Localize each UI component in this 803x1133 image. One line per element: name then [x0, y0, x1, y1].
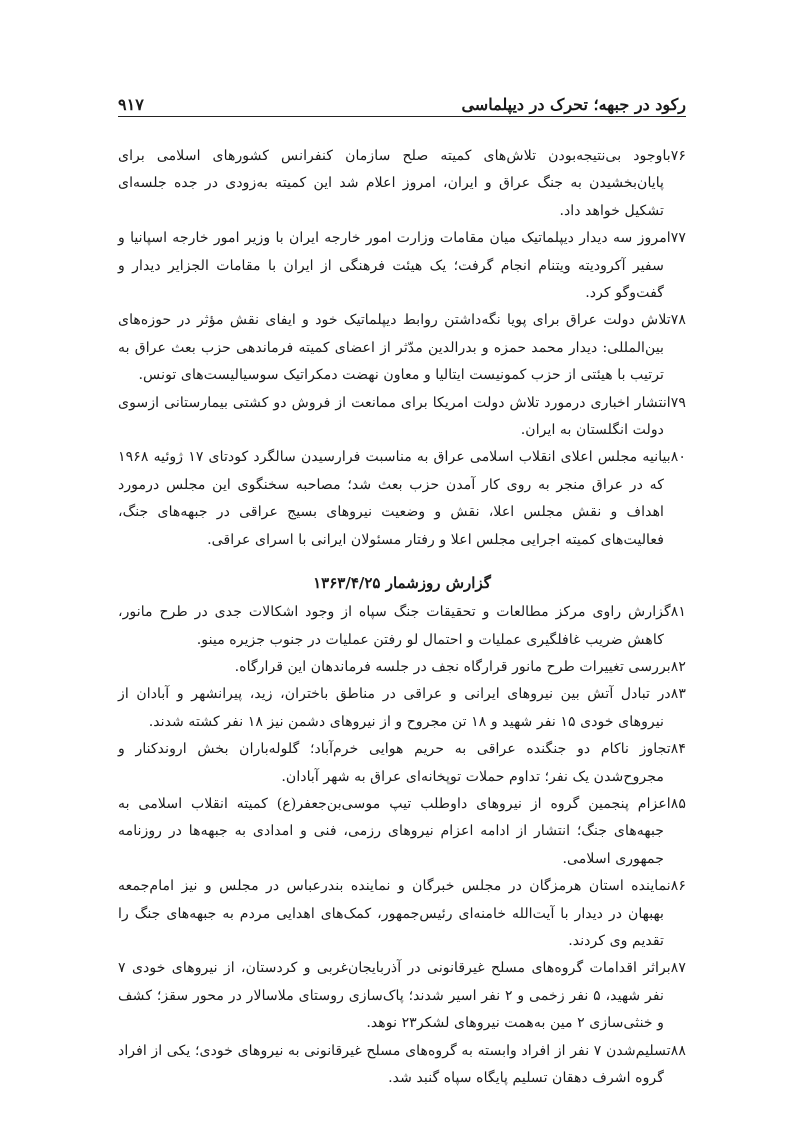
- entry-81: [118, 599, 686, 654]
- entry-88: [118, 1038, 686, 1093]
- entry-text: تجاوز ناکام دو جنگنده عراقی به حریم هوایی خرم‌آباد؛ گلوله‌باران بخش اروندکنار و مجروح‌شدن یک نفر؛ تداوم حملات توپخانه‌ای عراق به شهر آبادان.: [118, 741, 671, 785]
- entry-79: [118, 390, 686, 445]
- entry-number: ۸۳: [670, 686, 686, 703]
- entry-number: ۸۴: [670, 741, 686, 758]
- entry-80: [118, 444, 686, 554]
- entry-text: بیانیه مجلس اعلای انقلاب اسلامی عراق به مناسبت فرارسیدن سالگرد کودتای ۱۷ ژوئیه ۱۹۶۸ که در عراق منجر به روی کار آمدن حزب بعث شد؛ مصاحبه سخنگوی این مجلس درمورد اهداف و نقش مجلس اعلا، نقش و وضعیت نیروهای بسیج عراقی در جبهه‌های جنگ، فعالیت‌های کمیته اجرایی مجلس اعلا و رفتار مسئولان ایرانی با اسرای عراقی.: [118, 449, 671, 548]
- entry-number: ۸۰: [670, 449, 686, 466]
- entry-number: ۷۷: [670, 230, 686, 247]
- entry-text: بررسی تغییرات طرح مانور قرارگاه نجف در جلسه فرماندهان این قرارگاه.: [234, 658, 671, 675]
- running-header: [118, 86, 686, 117]
- entry-text: در تبادل آتش بین نیروهای ایرانی و عراقی در مناطق باختران، زید، پیرانشهر و آبادان از نیروهای خودی ۱۵ نفر شهید و ۱۸ تن مجروح و از نیروهای دشمن نیز ۱۸ نفر کشته شدند.: [118, 686, 671, 730]
- running-title: رکود در جبهه؛ تحرک در دیپلماسی: [461, 95, 686, 114]
- entry-78: [118, 307, 686, 389]
- entry-number: ۸۲: [670, 658, 686, 675]
- entry-text: اعزام پنجمین گروه از نیروهای داوطلب تیپ موسی‌بن‌جعفر(ع) کمیته انقلاب اسلامی به جبهه‌های جنگ؛ انتشار از ادامه اعزام نیروهای رزمی، فنی و امدادی به جبهه‌ها در روزنامه جمهوری اسلامی.: [118, 795, 671, 867]
- entry-84: [118, 736, 686, 791]
- entry-number: ۷۹: [670, 394, 686, 411]
- entry-text: تلاش دولت عراق برای پویا نگه‌داشتن روابط دیپلماتیک خود و ایفای نقش مؤثر در حوزه‌های بین‌المللی: دیدار محمد حمزه و بدرالدین مدّثر از اعضای کمیته فرماندهی حزب بعث عراق به ترتیب با هیئتی از حزب کمونیست ایتالیا و معاون نهضت دمکراتیک سوسیالیست‌های تونس.: [118, 312, 671, 384]
- entry-text: براثر اقدامات گروه‌های مسلح غیرقانونی در آذربایجان‌غربی و کردستان، از نیروهای خودی ۷ نفر شهید، ۵ نفر زخمی و ۲ نفر اسیر شدند؛ پاک‌سازی روستای ملاسالار در محور سقز؛ کشف و خنثی‌سازی ۲ مین به‌همت نیروهای لشکر۲۳ نوهد.: [118, 960, 671, 1032]
- section-heading: [118, 571, 686, 595]
- entry-83: [118, 681, 686, 736]
- entry-number: ۸۱: [670, 604, 686, 621]
- entry-87: [118, 955, 686, 1037]
- entry-number: ۸۶: [670, 878, 686, 895]
- page-number: ۹۱۷: [118, 95, 144, 114]
- entry-85: [118, 791, 686, 873]
- entry-number: ۸۸: [670, 1042, 686, 1059]
- entry-number: ۸۷: [670, 960, 686, 977]
- entry-text: تسلیم‌شدن ۷ نفر از افراد وابسته به گروه‌های مسلح غیرقانونی به نیروهای خودی؛ یکی از افراد گروه اشرف دهقان تسلیم پایگاه سپاه گنبد شد.: [118, 1042, 671, 1086]
- entry-82: [118, 654, 686, 681]
- entry-text: باوجود بی‌نتیجه‌بودن تلاش‌های کمیته صلح سازمان کنفرانس کشورهای اسلامی برای پایان‌بخشیدن به جنگ عراق و ایران، امروز اعلام شد این کمیته به‌زودی در جده جلسه‌ای تشکیل خواهد داد.: [118, 148, 671, 219]
- entry-text: انتشار اخباری درمورد تلاش دولت امریکا برای ممانعت از فروش دو کشتی بیمارستانی ازسوی دولت انگلستان به ایران.: [118, 394, 671, 439]
- section-label: گزارش روزشمار: [385, 574, 491, 593]
- entry-86: [118, 873, 686, 955]
- entry-text: گزارش راوی مرکز مطالعات و تحقیقات جنگ سپاه از وجود اشکالات جدی در طرح مانور، کاهش ضریب غافلگیری عملیات و احتمال لو رفتن عملیات در جنوب جزیره مینو.: [118, 604, 671, 648]
- entry-77: [118, 225, 686, 307]
- entry-number: ۸۵: [670, 795, 686, 812]
- entry-text: نماینده استان هرمزگان در مجلس خبرگان و نماینده بندرعباس در مجلس و نیز امام‌جمعه بهبهان در دیدار با آیت‌الله خامنه‌ای رئیس‌جمهور، کمک‌های اهدایی مردم به جبهه‌های جنگ را تقدیم وی کردند.: [118, 878, 671, 949]
- page-body: [118, 143, 686, 1092]
- section-date: ۱۳۶۳/۴/۲۵: [313, 574, 381, 593]
- entry-number: ۷۸: [670, 312, 686, 329]
- entry-text: امروز سه دیدار دیپلماتیک میان مقامات وزارت امور خارجه ایران با وزیر امور خارجه اسپانیا و سفیر آکرودیته ویتنام انجام گرفت؛ یک هیئت فرهنگی از ایران با مقامات الجزایر دیدار و گفت‌وگو کرد.: [118, 230, 671, 302]
- entry-76: [118, 143, 686, 225]
- entry-number: ۷۶: [670, 148, 686, 164]
